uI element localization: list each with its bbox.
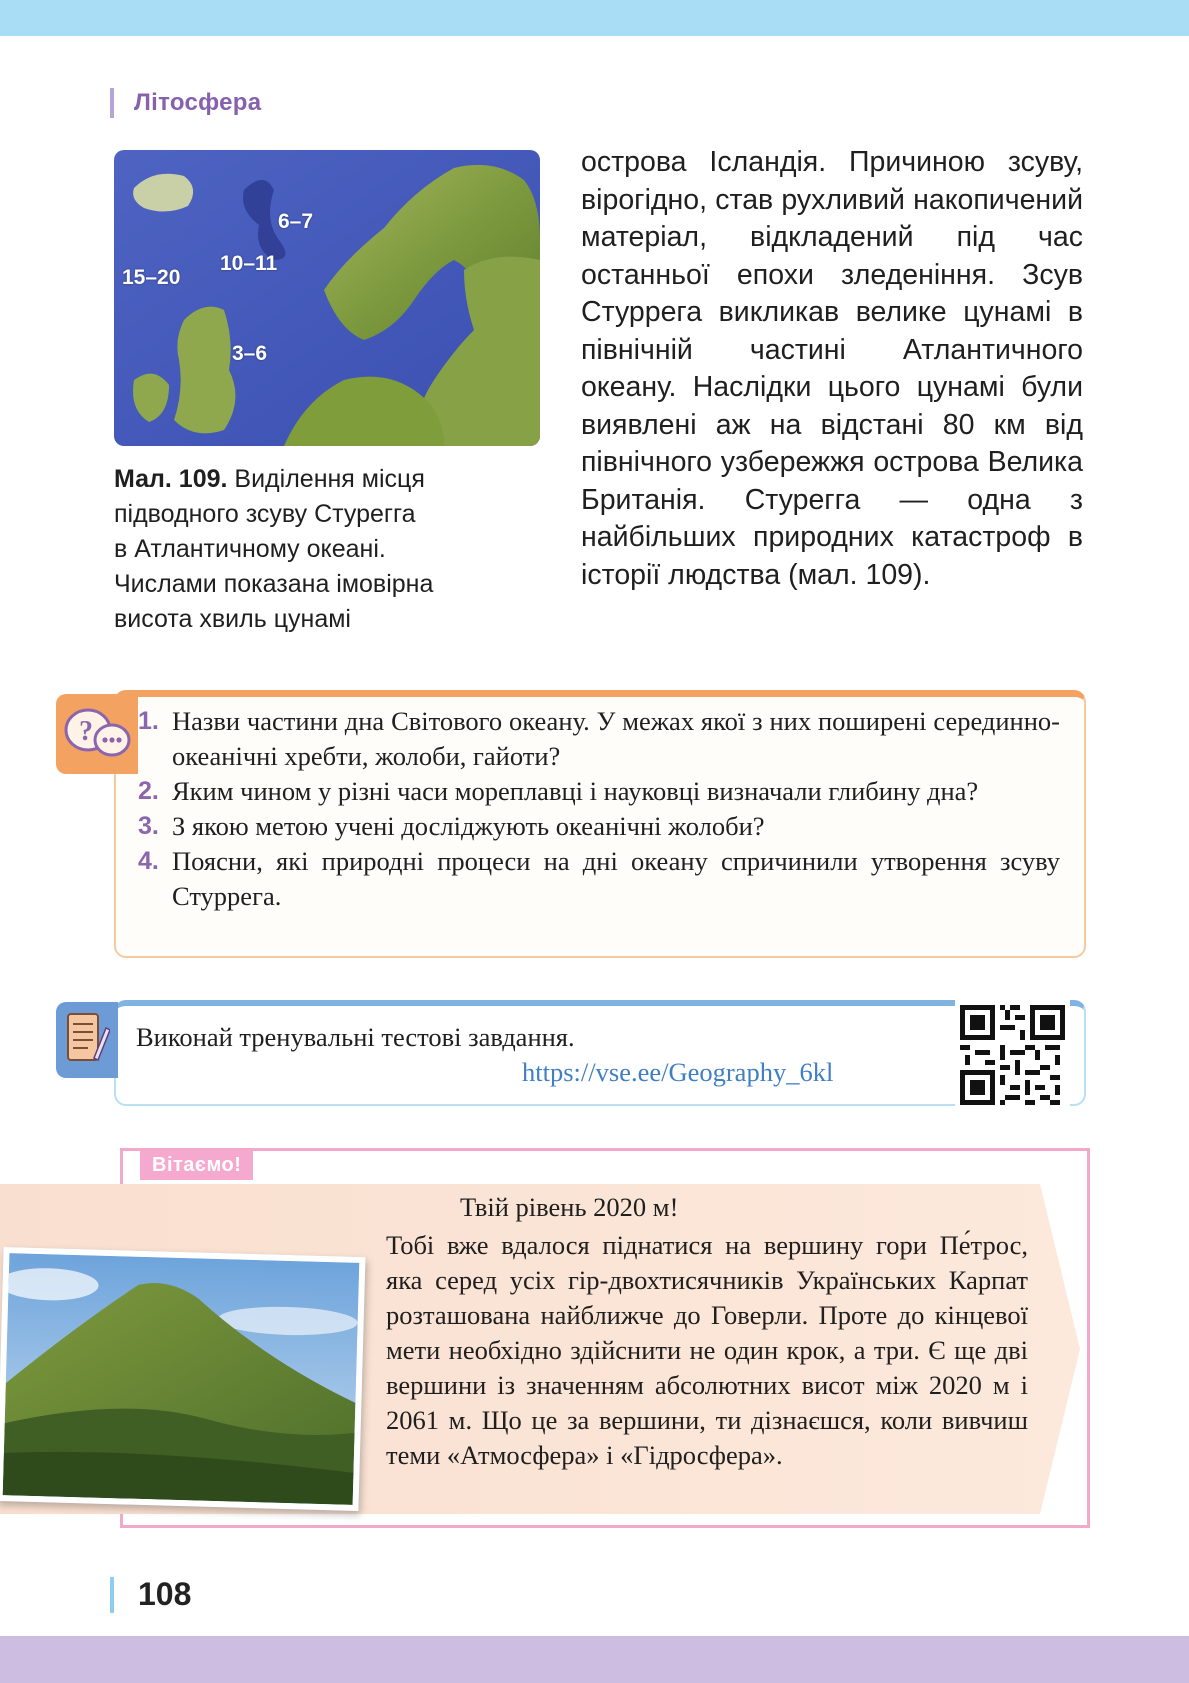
section-header-bar [110, 88, 114, 118]
question-item [134, 704, 1060, 774]
question-item [134, 774, 1060, 809]
top-color-bar [0, 0, 1189, 36]
question-number: 3. [138, 812, 159, 840]
question-text: З якою метою учені досліджують океанічні жолоби? [172, 811, 765, 841]
congrats-title: Твій рівень 2020 м! [460, 1192, 679, 1222]
question-number: 2. [138, 777, 159, 805]
question-number: 4. [138, 847, 159, 875]
body-paragraph: острова Ісландія. Причиною зсуву, вірогідно, став рухливий накопичений матеріал, відкладений під час останньої епохи зледеніння. Зсув Стуррега викликав велике цунамі в північній частині Атлантичного океану. Наслідки цього цунамі були виявлені аж на відстані 80 км від північного узбережжя острова Велика Британія. Стурегга — одна з найбільших природних катастроф в історії людства (мал. 109). [581, 146, 1083, 591]
map-label: 15–20 [122, 266, 181, 289]
notepad-pen-icon [64, 1008, 110, 1070]
mountain-image [3, 1253, 360, 1505]
caption-line: підводного зсуву Стурегга [114, 500, 416, 528]
question-number: 1. [138, 707, 159, 735]
caption-line: Числами показана імовірна [114, 570, 434, 598]
map-label: 10–11 [220, 252, 278, 275]
questions-list [134, 704, 1060, 914]
caption-line: в Атлантичному океані. [114, 535, 386, 563]
section-title: Літосфера [134, 89, 262, 116]
test-link[interactable]: https://vse.ee/Geography_6kl [522, 1057, 834, 1087]
question-item [134, 844, 1060, 914]
figure-caption [114, 462, 544, 637]
section-header [110, 88, 261, 118]
figure-number: Мал. 109. [114, 465, 228, 493]
map-label: 6–7 [278, 210, 314, 233]
caption-line: Виділення місця [234, 465, 425, 493]
test-instruction: Виконай тренувальні тестові завдання. [136, 1022, 575, 1052]
congrats-tab: Вітаємо! [140, 1150, 253, 1180]
test-box [114, 1000, 1086, 1106]
question-text: Назви частини дна Світового океану. У межах якої з них поширені серединно-океанічні хребти, жолоби, гайоти? [172, 706, 1060, 771]
qr-code-icon[interactable] [955, 1000, 1070, 1110]
page-number-bar [110, 1577, 114, 1613]
question-bubbles-icon [62, 702, 132, 766]
map-figure [114, 150, 540, 446]
bottom-color-bar [0, 1636, 1189, 1683]
question-item [134, 809, 1060, 844]
map-label: 3–6 [232, 342, 268, 365]
europe-map-image [114, 150, 540, 446]
svg-text:?: ? [79, 716, 93, 747]
questions-tab [56, 694, 138, 774]
question-text: Яким чином у різні часи мореплавці і науковці визначали глибину дна? [172, 776, 979, 806]
page-number: 108 [138, 1576, 192, 1612]
question-text: Поясни, які природні процеси на дні океану спричинили утворення зсуву Стуррега. [172, 846, 1060, 911]
congrats-text: Тобі вже вдалося піднатися на вершину гори Пе́трос, яка серед усіх гір-двохтисячників Українських Карпат розташована найближче до Говерли. Проте до кінцевої мети необхідно здійснити не один крок, а три. Є ще дві вершини із значенням абсолютних висот між 2020 м і 2061 м. Що це за вершини, ти дізнаєшся, коли вивчиш теми «Атмосфера» і «Гідросфера». [386, 1230, 1028, 1470]
mountain-photo [0, 1247, 365, 1511]
page-footer [110, 1576, 191, 1613]
caption-line: висота хвиль цунамі [114, 605, 351, 633]
test-tab [56, 1002, 118, 1078]
